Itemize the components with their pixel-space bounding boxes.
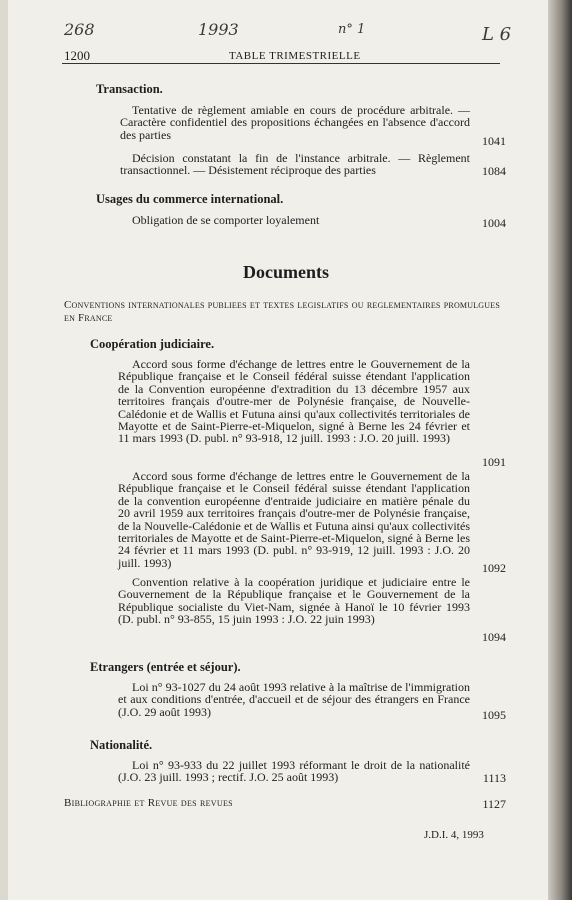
conventions-heading: Conventions internationales publiees et textes legislatifs ou reglementaires promulgues en France [64,299,500,324]
entry-page: 1004 [482,216,506,230]
entry-page: 1113 [482,771,506,785]
handwritten-note-left: 268 [64,20,95,39]
section-title-nationalite: Nationalité. [90,738,153,752]
section-title-etrangers: Etrangers (entrée et séjour). [90,660,241,674]
entry-page: 1095 [482,708,506,722]
entry-text: Tentative de règlement amiable en cours de procédure arbitrale. — Caractère confidentiel des propositions échangées en l'absence d'accord des parties [120,103,470,142]
journal-footer: J.D.I. 4, 1993 [424,829,484,841]
index-entry [118,470,470,569]
entry-page: 1092 [482,561,506,575]
entry-page: 1094 [482,630,506,644]
index-entry [118,576,470,626]
bibliography-heading: Bibliographie et Revue des revues [64,797,233,809]
page-edge-shadow [548,0,572,900]
entry-text: Accord sous forme d'échange de lettres entre le Gouvernement de la République française et le Conseil fédéral suisse étendant l'application de la Convention européenne d'extradition du 13 décembre 1957 aux territoires français d'outre-mer de Polynésie française, de Nouvelle-Calédonie et de Wallis et Futuna ainsi qu'aux collectivités territoriales de Mayotte et de Saint-Pierre-et-Miquelon, signé à Berne les 24 février et 11 mars 1993 (D. publ. n° 93-918, 12 juill. 1993 : J.O. 20 juill. 1993) [118,357,470,446]
section-title-cooperation: Coopération judiciaire. [90,337,215,351]
page-number: 1200 [64,48,90,63]
section-title-usages: Usages du commerce international. [96,192,284,206]
bibliography-page: 1127 [482,797,506,811]
handwritten-note-right: L 6 [482,24,512,45]
handwritten-note-year: 1993 [198,20,239,39]
index-entry [132,214,470,226]
entry-text: Loi n° 93-933 du 22 juillet 1993 réformant le droit de la nationalité (J.O. 23 juill. 1993 ; rectif. J.O. 25 août 1993) [118,758,470,785]
entry-text: Loi n° 93-1027 du 24 août 1993 relative à la maîtrise de l'immigration et aux conditions d'entrée, d'accueil et de séjour des étrangers en France (J.O. 29 août 1993) [118,680,470,719]
entry-page: 1091 [482,455,506,469]
index-entry [120,152,470,177]
entry-text: Accord sous forme d'échange de lettres entre le Gouvernement de la République française et le Conseil fédéral suisse étendant l'application de la convention européenne d'entraide judiciaire en matière pénale du 20 avril 1959 aux territoires français d'outre-mer de Polynésie française, de la Nouvelle-Calédonie et de Wallis et Futuna ainsi qu'aux collectivités territoriales de Mayotte et de Saint-Pierre-et-Miquelon, signé à Berne les 24 février et 11 mars 1993 (D. publ. n° 93-919, 12 juill. 1993 : J.O. 20 juill. 1993) [118,469,470,570]
handwritten-note-issue: n° 1 [338,22,366,37]
documents-title: Documents [243,262,329,282]
index-entry [118,759,470,784]
running-title: TABLE TRIMESTRIELLE [229,50,361,62]
entry-text: Convention relative à la coopération juridique et judiciaire entre le Gouvernement de la République française et le Gouvernement de la République socialiste du Viet-Nam, signée à Hanoï le 10 février 1993 (D. publ. n° 93-855, 15 juin 1993 : J.O. 22 juin 1993) [118,575,470,627]
index-entry [118,358,470,445]
index-entry [120,104,470,141]
entry-page: 1084 [482,164,506,178]
entry-page: 1041 [482,134,506,148]
index-entry [118,681,470,718]
section-title-transaction: Transaction. [96,82,163,96]
entry-text: Décision constatant la fin de l'instance arbitrale. — Règlement transactionnel. — Désistement réciproque des parties [120,151,470,178]
entry-text: Obligation de se comporter loyalement [132,213,320,227]
header-rule [62,63,500,64]
